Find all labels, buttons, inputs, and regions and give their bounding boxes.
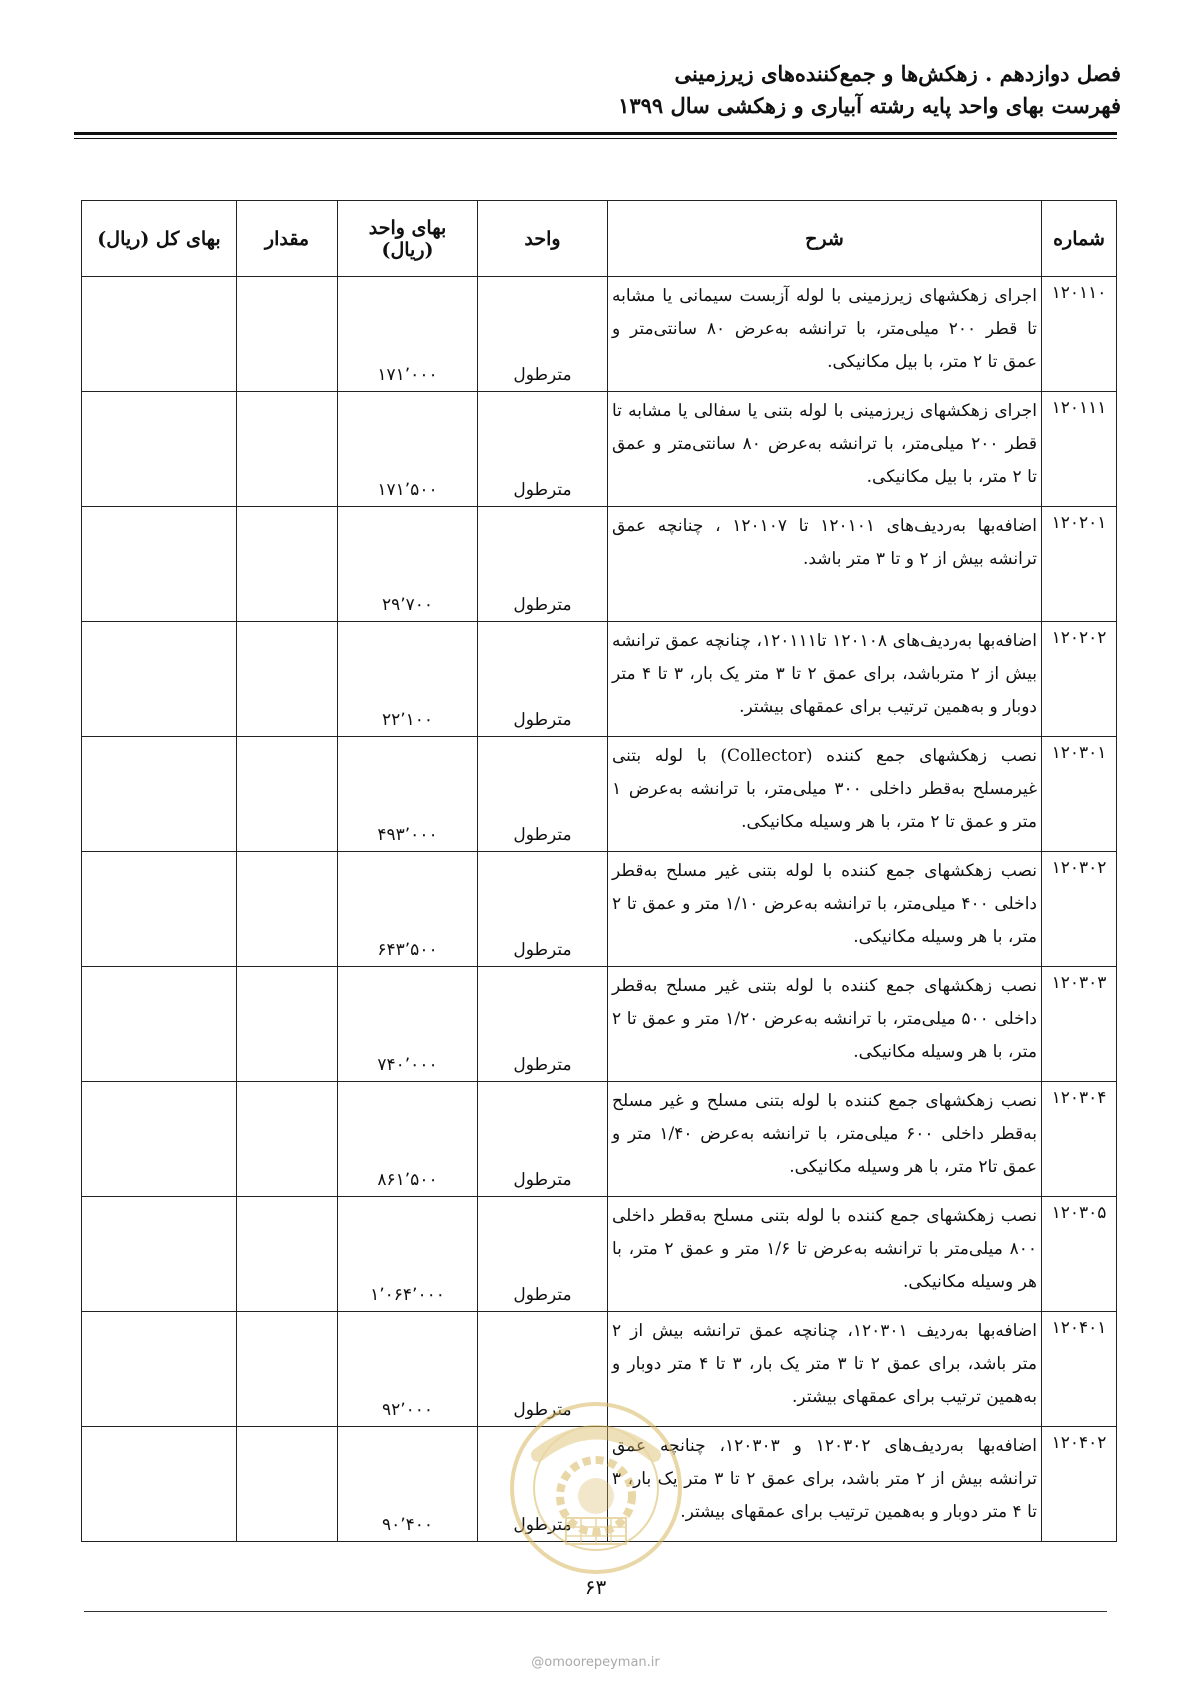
item-quantity[interactable] <box>237 1427 338 1542</box>
col-qty-header: مقدار <box>237 201 338 277</box>
item-unit: مترطول <box>478 507 608 622</box>
item-total[interactable] <box>82 967 237 1082</box>
item-quantity[interactable] <box>237 852 338 967</box>
item-unit: مترطول <box>478 967 608 1082</box>
item-unit: مترطول <box>478 1197 608 1312</box>
item-code: ۱۲۰۳۰۳ <box>1042 967 1117 1082</box>
table-row <box>82 392 1117 507</box>
table-row <box>82 277 1117 392</box>
item-unit-price: ۴۹۳٬۰۰۰ <box>338 737 478 852</box>
item-description: اضافه‌بها به‌ردیف ۱۲۰۳۰۱، چنانچه عمق ترانشه بیش از ۲ متر باشد، برای عمق ۲ تا ۳ متر یک بار، ۳ تا ۴ متر دوبار و به‌همین ترتیب برای عمقهای بیشتر. <box>608 1312 1042 1427</box>
col-total-header: بهای کل (ریال) <box>82 201 237 277</box>
item-unit: مترطول <box>478 277 608 392</box>
item-quantity[interactable] <box>237 967 338 1082</box>
item-unit: مترطول <box>478 1082 608 1197</box>
item-quantity[interactable] <box>237 507 338 622</box>
item-unit-price: ۱٬۰۶۴٬۰۰۰ <box>338 1197 478 1312</box>
col-desc-header: شرح <box>608 201 1042 277</box>
chapter-title: فصل دوازدهم . زهکش‌ها و جمع‌کننده‌های زیرزمینی <box>674 61 1121 86</box>
item-unit: مترطول <box>478 1427 608 1542</box>
item-code: ۱۲۰۱۱۰ <box>1042 277 1117 392</box>
item-description: اضافه‌بها به‌ردیف‌های ۱۲۰۳۰۲ و ۱۲۰۳۰۳، چنانچه عمق ترانشه بیش از ۲ متر باشد، برای عمق ۲ تا ۳ متر یک بار، ۳ تا ۴ متر دوبار و به‌همین ترتیب برای عمقهای بیشتر. <box>608 1427 1042 1542</box>
watermark-seal-icon <box>508 1400 684 1576</box>
item-description: نصب زهکشهای جمع کننده با لوله بتنی غیر مسلح به‌قطر داخلی ۴۰۰ میلی‌متر، با ترانشه به‌عرض ۱/۱۰ متر و عمق تا ۲ متر، با هر وسیله مکانیکی. <box>608 852 1042 967</box>
item-code: ۱۲۰۲۰۲ <box>1042 622 1117 737</box>
item-description: نصب زهکشهای جمع کننده با لوله بتنی مسلح به‌قطر داخلی ۸۰۰ میلی‌متر با ترانشه به‌عرض تا ۱/۶ متر و عمق ۲ متر، با هر وسیله مکانیکی. <box>608 1197 1042 1312</box>
item-quantity[interactable] <box>237 737 338 852</box>
document-title: فهرست بهای واحد پایه رشته آبیاری و زهکشی سال ۱۳۹۹ <box>618 93 1121 118</box>
item-quantity[interactable] <box>237 392 338 507</box>
item-code: ۱۲۰۱۱۱ <box>1042 392 1117 507</box>
table-row <box>82 622 1117 737</box>
item-code: ۱۲۰۴۰۱ <box>1042 1312 1117 1427</box>
item-unit: مترطول <box>478 737 608 852</box>
item-total[interactable] <box>82 1082 237 1197</box>
item-description: اضافه‌بها به‌ردیف‌های ۱۲۰۱۰۸ تا۱۲۰۱۱۱، چنانچه عمق ترانشه بیش از ۲ مترباشد، برای عمق ۲ تا ۳ متر یک بار، ۳ تا ۴ متر دوبار و به‌همین ترتیب برای عمقهای بیشتر. <box>608 622 1042 737</box>
item-total[interactable] <box>82 392 237 507</box>
item-code: ۱۲۰۳۰۴ <box>1042 1082 1117 1197</box>
table-row <box>82 1197 1117 1312</box>
item-total[interactable] <box>82 622 237 737</box>
footer-rule <box>84 1611 1107 1612</box>
item-description: اجرای زهکشهای زیرزمینی با لوله بتنی یا سفالی یا مشابه تا قطر ۲۰۰ میلی‌متر، با ترانشه به‌عرض ۸۰ سانتی‌متر و عمق تا ۲ متر، با بیل مکانیکی. <box>608 392 1042 507</box>
item-total[interactable] <box>82 277 237 392</box>
table-row <box>82 852 1117 967</box>
page-number: ۶۳ <box>584 1575 607 1599</box>
item-description: اضافه‌بها به‌ردیف‌های ۱۲۰۱۰۱ تا ۱۲۰۱۰۷ ، چنانچه عمق ترانشه بیش از ۲ و تا ۳ متر باشد. <box>608 507 1042 622</box>
item-unit-price: ۸۶۱٬۵۰۰ <box>338 1082 478 1197</box>
item-description: اجرای زهکشهای زیرزمینی با لوله آزبست سیمانی یا مشابه تا قطر ۲۰۰ میلی‌متر، با ترانشه به‌عرض ۸۰ سانتی‌متر و عمق تا ۲ متر، با بیل مکانیکی. <box>608 277 1042 392</box>
unit-price-header-line1: بهای واحد <box>368 216 447 239</box>
item-unit: مترطول <box>478 1312 608 1427</box>
item-unit-price: ۲۲٬۱۰۰ <box>338 622 478 737</box>
item-total[interactable] <box>82 1197 237 1312</box>
item-unit-price: ۱۷۱٬۰۰۰ <box>338 277 478 392</box>
table-header-row <box>82 201 1117 277</box>
header-rule-thin <box>74 138 1117 139</box>
item-description: نصب زهکشهای جمع کننده با لوله بتنی غیر مسلح به‌قطر داخلی ۵۰۰ میلی‌متر، با ترانشه به‌عرض ۱/۲۰ متر و عمق تا ۲ متر، با هر وسیله مکانیکی. <box>608 967 1042 1082</box>
item-unit-price: ۱۷۱٬۵۰۰ <box>338 392 478 507</box>
table-row <box>82 967 1117 1082</box>
item-code: ۱۲۰۳۰۱ <box>1042 737 1117 852</box>
item-code: ۱۲۰۳۰۵ <box>1042 1197 1117 1312</box>
item-code: ۱۲۰۴۰۲ <box>1042 1427 1117 1542</box>
item-code: ۱۲۰۳۰۲ <box>1042 852 1117 967</box>
item-quantity[interactable] <box>237 622 338 737</box>
item-unit: مترطول <box>478 392 608 507</box>
item-total[interactable] <box>82 1312 237 1427</box>
item-quantity[interactable] <box>237 1312 338 1427</box>
item-total[interactable] <box>82 1427 237 1542</box>
item-total[interactable] <box>82 737 237 852</box>
item-unit-price: ۹۲٬۰۰۰ <box>338 1312 478 1427</box>
table-row <box>82 507 1117 622</box>
item-total[interactable] <box>82 507 237 622</box>
item-quantity[interactable] <box>237 1082 338 1197</box>
item-quantity[interactable] <box>237 1197 338 1312</box>
item-unit-price: ۷۴۰٬۰۰۰ <box>338 967 478 1082</box>
item-total[interactable] <box>82 852 237 967</box>
item-unit-price: ۲۹٬۷۰۰ <box>338 507 478 622</box>
price-table <box>81 200 1117 1542</box>
col-unit-price-header <box>338 201 478 277</box>
item-unit-price: ۶۴۳٬۵۰۰ <box>338 852 478 967</box>
item-code: ۱۲۰۲۰۱ <box>1042 507 1117 622</box>
website-watermark: @omoorepeyman.ir <box>531 1655 660 1670</box>
table-row <box>82 737 1117 852</box>
item-unit: مترطول <box>478 852 608 967</box>
page-header <box>70 58 1121 122</box>
unit-price-header-line2: (ریال) <box>381 238 434 261</box>
item-quantity[interactable] <box>237 277 338 392</box>
item-unit: مترطول <box>478 622 608 737</box>
col-code-header: شماره <box>1042 201 1117 277</box>
item-unit-price: ۹۰٬۴۰۰ <box>338 1427 478 1542</box>
item-description: نصب زهکشهای جمع کننده با لوله بتنی مسلح و غیر مسلح به‌قطر داخلی ۶۰۰ میلی‌متر، با ترانشه به‌عرض ۱/۴۰ متر و عمق تا۲ متر، با هر وسیله مکانیکی. <box>608 1082 1042 1197</box>
header-rule-thick <box>74 132 1117 135</box>
item-description: نصب زهکشهای جمع کننده (Collector) با لوله بتنی غیرمسلح به‌قطر داخلی ۳۰۰ میلی‌متر، با ترانشه به‌عرض ۱ متر و عمق تا ۲ متر، با هر وسیله مکانیکی. <box>608 737 1042 852</box>
table-row <box>82 1082 1117 1197</box>
col-unit-header: واحد <box>478 201 608 277</box>
